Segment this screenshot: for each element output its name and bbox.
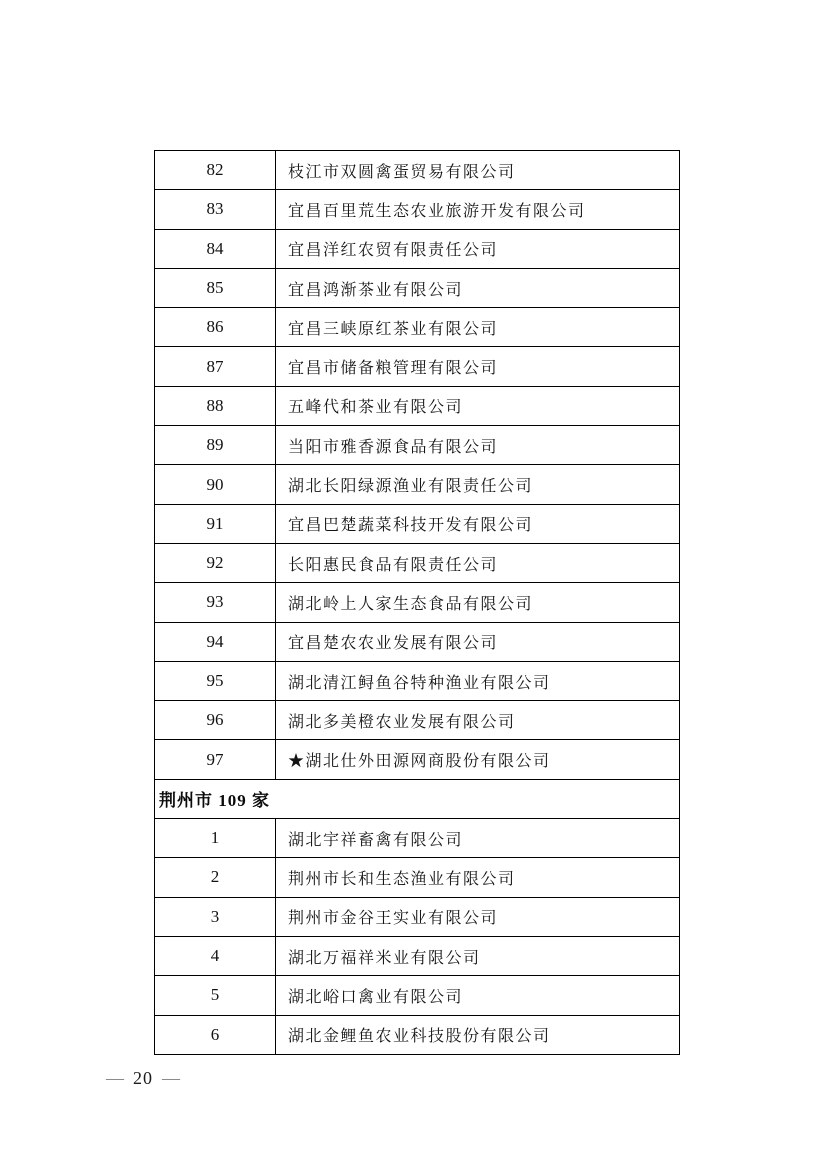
company-name: 宜昌洋红农贸有限责任公司 xyxy=(276,229,680,268)
table-row xyxy=(155,151,680,190)
company-name: 湖北多美橙农业发展有限公司 xyxy=(276,701,680,740)
table-row xyxy=(155,819,680,858)
page-footer xyxy=(106,1068,180,1089)
table-row xyxy=(155,543,680,582)
table-row xyxy=(155,347,680,386)
company-name: 湖北宇祥畜禽有限公司 xyxy=(276,819,680,858)
company-name: 宜昌鸿渐茶业有限公司 xyxy=(276,268,680,307)
row-number: 85 xyxy=(155,268,276,307)
row-number: 4 xyxy=(155,936,276,975)
table-row xyxy=(155,622,680,661)
row-number: 5 xyxy=(155,976,276,1015)
table-row xyxy=(155,1015,680,1054)
footer-dash-right: — xyxy=(162,1068,180,1088)
row-number: 95 xyxy=(155,661,276,700)
company-name: 当阳市雅香源食品有限公司 xyxy=(276,426,680,465)
row-number: 88 xyxy=(155,386,276,425)
company-name: 湖北万福祥米业有限公司 xyxy=(276,936,680,975)
row-number: 92 xyxy=(155,543,276,582)
row-number: 90 xyxy=(155,465,276,504)
row-number: 87 xyxy=(155,347,276,386)
table-row xyxy=(155,897,680,936)
row-number: 86 xyxy=(155,308,276,347)
footer-page-number: 20 xyxy=(133,1068,153,1088)
row-number: 1 xyxy=(155,819,276,858)
row-number: 96 xyxy=(155,701,276,740)
company-name: 宜昌巴楚蔬菜科技开发有限公司 xyxy=(276,504,680,543)
table-row xyxy=(155,229,680,268)
company-name: 宜昌市储备粮管理有限公司 xyxy=(276,347,680,386)
row-number: 97 xyxy=(155,740,276,779)
table-row xyxy=(155,936,680,975)
table-row xyxy=(155,426,680,465)
table-row xyxy=(155,504,680,543)
row-number: 93 xyxy=(155,583,276,622)
section-header-row xyxy=(155,779,680,818)
table-row xyxy=(155,465,680,504)
table-row xyxy=(155,190,680,229)
company-name: 湖北长阳绿源渔业有限责任公司 xyxy=(276,465,680,504)
company-name: 五峰代和茶业有限公司 xyxy=(276,386,680,425)
company-table-body xyxy=(155,151,680,1055)
company-name: 湖北峪口禽业有限公司 xyxy=(276,976,680,1015)
row-number: 84 xyxy=(155,229,276,268)
table-row xyxy=(155,740,680,779)
footer-dash-left: — xyxy=(106,1068,124,1088)
company-name: 枝江市双圆禽蛋贸易有限公司 xyxy=(276,151,680,190)
table-row xyxy=(155,308,680,347)
company-name: 宜昌百里荒生态农业旅游开发有限公司 xyxy=(276,190,680,229)
company-name: 荆州市长和生态渔业有限公司 xyxy=(276,858,680,897)
company-name: 长阳惠民食品有限责任公司 xyxy=(276,543,680,582)
row-number: 82 xyxy=(155,151,276,190)
company-name: 宜昌三峡原红茶业有限公司 xyxy=(276,308,680,347)
table-row xyxy=(155,858,680,897)
company-name: 荆州市金谷王实业有限公司 xyxy=(276,897,680,936)
row-number: 6 xyxy=(155,1015,276,1054)
section-header: 荆州市 109 家 xyxy=(155,779,680,818)
table-row xyxy=(155,386,680,425)
company-table xyxy=(154,150,680,1055)
company-name: 湖北金鲤鱼农业科技股份有限公司 xyxy=(276,1015,680,1054)
row-number: 89 xyxy=(155,426,276,465)
table-row xyxy=(155,976,680,1015)
row-number: 94 xyxy=(155,622,276,661)
company-name: ★湖北仕外田源网商股份有限公司 xyxy=(276,740,680,779)
company-name: 湖北岭上人家生态食品有限公司 xyxy=(276,583,680,622)
table-row xyxy=(155,268,680,307)
row-number: 83 xyxy=(155,190,276,229)
row-number: 91 xyxy=(155,504,276,543)
company-name: 湖北清江鲟鱼谷特种渔业有限公司 xyxy=(276,661,680,700)
table-row xyxy=(155,661,680,700)
company-name: 宜昌楚农农业发展有限公司 xyxy=(276,622,680,661)
row-number: 3 xyxy=(155,897,276,936)
table-row xyxy=(155,701,680,740)
table-row xyxy=(155,583,680,622)
row-number: 2 xyxy=(155,858,276,897)
